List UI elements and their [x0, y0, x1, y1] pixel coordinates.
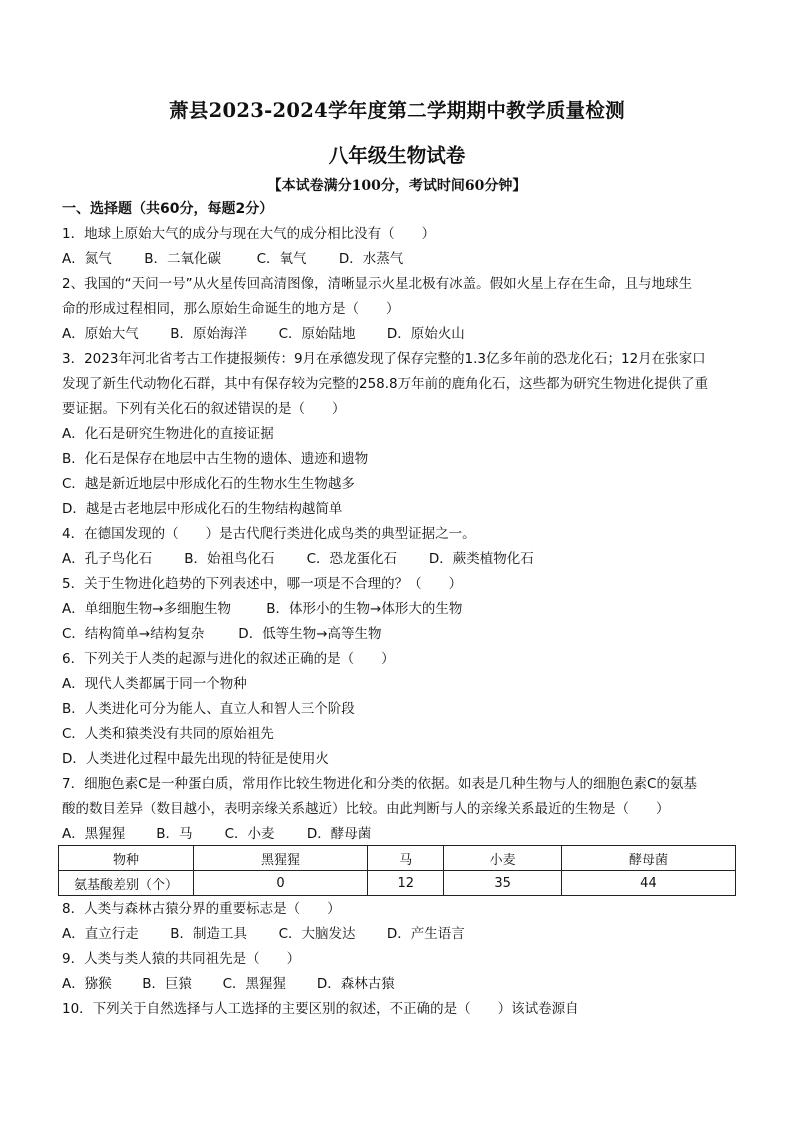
question-7-stem-line-1: 7．细胞色素C是一种蛋白质，常用作比较生物进化和分类的依据。如表是几种生物与人的细胞色素C的氨基 — [62, 776, 697, 792]
table-cell: 12 — [368, 871, 444, 896]
question-3-option-d: D．越是古老地层中形成化石的生物结构越简单 — [62, 501, 343, 517]
option-c: C．恐龙蛋化石 — [306, 551, 398, 567]
option-c: C．氧气 — [256, 251, 307, 267]
table-cell: 44 — [561, 871, 735, 896]
question-4-options — [62, 550, 742, 568]
option-b: B．二氧化碳 — [144, 251, 222, 267]
option-d: D．森林古猿 — [316, 976, 395, 992]
question-5-stem: 5．关于生物进化趋势的下列表述中，哪一项是不合理的？（ ） — [62, 576, 463, 592]
question-2-stem-line-2: 命的形成过程相同，那么原始生命诞生的地方是（ ） — [62, 301, 400, 317]
option-c: C．黑猩猩 — [222, 976, 287, 992]
option-c: C．大脑发达 — [278, 926, 356, 942]
question-6-option-b: B．人类进化可分为能人、直立人和智人三个阶段 — [62, 701, 355, 717]
question-3-option-c: C．越是新近地层中形成化石的生物水生生物越多 — [62, 476, 355, 492]
question-3-stem-line-1: 3．2023年河北省考古工作捷报频传：9月在承德发现了保存完整的1.3亿多年前的恐龙化石；12月在张家口 — [62, 351, 706, 367]
option-c: C．结构简单→结构复杂 — [62, 626, 205, 642]
option-b: B．原始海洋 — [170, 326, 248, 342]
question-5-options-line-1 — [62, 600, 742, 618]
option-a: A．孔子鸟化石 — [62, 551, 153, 567]
section-heading: 一、选择题（共60分，每题2分） — [62, 201, 274, 217]
question-1-stem: 1．地球上原始大气的成分与现在大气的成分相比没有（ ） — [62, 226, 436, 242]
table-row — [59, 871, 736, 896]
exam-subtitle: 八年级生物试卷 — [328, 144, 466, 167]
option-b: B．马 — [156, 826, 193, 842]
amino-acid-table — [58, 845, 736, 896]
question-6-stem: 6．下列关于人类的起源与进化的叙述正确的是（ ） — [62, 651, 395, 667]
option-d: D．水蒸气 — [338, 251, 404, 267]
option-d: D．蕨类植物化石 — [428, 551, 534, 567]
table-header-cell: 马 — [368, 846, 444, 871]
option-b: B．制造工具 — [170, 926, 248, 942]
question-2-stem-line-1: 2、我国的“天问一号”从火星传回高清图像，清晰显示火星北极有冰盖。假如火星上存在生命，且与地球生 — [62, 276, 693, 292]
option-a: A．单细胞生物→多细胞生物 — [62, 601, 232, 617]
option-d: D．低等生物→高等生物 — [238, 626, 382, 642]
option-a: A．黑猩猩 — [62, 826, 126, 842]
option-a: A．原始大气 — [62, 326, 139, 342]
option-c: C．原始陆地 — [278, 326, 356, 342]
table-header-cell: 物种 — [59, 846, 194, 871]
option-d: D．原始火山 — [386, 326, 465, 342]
table-header-cell: 小麦 — [444, 846, 562, 871]
question-2-options — [62, 325, 742, 343]
option-a: A．氮气 — [62, 251, 112, 267]
question-10-stem: 10．下列关于自然选择与人工选择的主要区别的叙述，不正确的是（ ）该试卷源自 — [62, 1001, 579, 1017]
table-header-row — [59, 846, 736, 871]
option-a: A．直立行走 — [62, 926, 139, 942]
question-1-options — [62, 250, 742, 268]
question-9-stem: 9．人类与类人猿的共同祖先是（ ） — [62, 951, 301, 967]
table-cell: 氨基酸差别（个） — [59, 871, 194, 896]
table-header-cell: 酵母菌 — [561, 846, 735, 871]
table-cell: 35 — [444, 871, 562, 896]
option-b: B．巨猿 — [142, 976, 193, 992]
exam-note: 【本试卷满分100分，考试时间60分钟】 — [267, 178, 527, 194]
question-3-option-a: A．化石是研究生物进化的直接证据 — [62, 426, 274, 442]
option-b: B．体形小的生物→体形大的生物 — [266, 601, 463, 617]
question-7-stem-line-2: 酸的数目差异（数目越小，表明亲缘关系越近）比较。由此判断与人的亲缘关系最近的生物是（ ） — [62, 801, 670, 817]
option-c: C．小麦 — [224, 826, 275, 842]
option-d: D．酵母菌 — [306, 826, 372, 842]
exam-title: 萧县2023-2024学年度第二学期期中教学质量检测 — [169, 99, 625, 122]
table-cell: 0 — [194, 871, 368, 896]
question-3-stem-line-2: 发现了新生代动物化石群，其中有保存较为完整的258.8万年前的鹿角化石，这些都为研究生物进化提供了重 — [62, 376, 709, 392]
question-6-option-c: C．人类和猿类没有共同的原始祖先 — [62, 726, 274, 742]
option-d: D．产生语言 — [386, 926, 465, 942]
question-8-stem: 8．人类与森林古猿分界的重要标志是（ ） — [62, 901, 341, 917]
question-3-stem-line-3: 要证据。下列有关化石的叙述错误的是（ ） — [62, 401, 346, 417]
question-8-options — [62, 925, 742, 943]
question-4-stem: 4．在德国发现的（ ）是古代爬行类进化成鸟类的典型证据之一。 — [62, 526, 476, 542]
option-b: B．始祖鸟化石 — [184, 551, 275, 567]
table-header-cell: 黑猩猩 — [194, 846, 368, 871]
question-9-options — [62, 975, 742, 993]
question-7-options — [62, 825, 742, 843]
question-3-option-b: B．化石是保存在地层中古生物的遗体、遗迹和遗物 — [62, 451, 369, 467]
question-6-option-d: D．人类进化过程中最先出现的特征是使用火 — [62, 751, 329, 767]
question-5-options-line-2 — [62, 625, 742, 643]
question-6-option-a: A．现代人类都属于同一个物种 — [62, 676, 247, 692]
option-a: A．猕猴 — [62, 976, 112, 992]
